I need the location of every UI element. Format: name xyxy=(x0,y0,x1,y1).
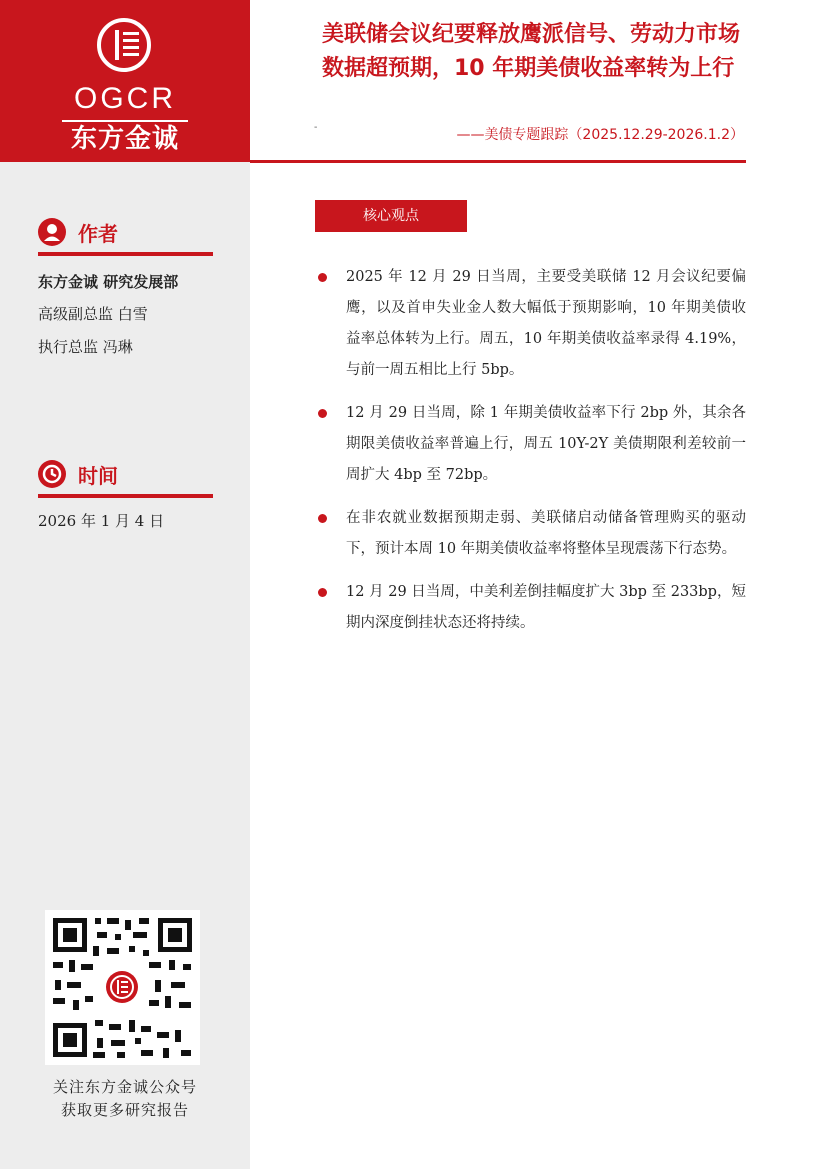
logo-block xyxy=(0,0,250,162)
core-view-tag: 核心观点 xyxy=(315,200,467,232)
person-icon xyxy=(38,218,66,246)
author-section-label: 作者 xyxy=(78,222,118,246)
clock-icon xyxy=(38,460,66,488)
time-section-header xyxy=(38,458,213,498)
list-item xyxy=(316,398,746,491)
point-text: 2025 年 12 月 29 日当周，主要受美联储 12 月会议纪要偏鹰，以及首申失业金人数大幅低于预期影响，10 年期美债收益率总体转为上行。周五，10 年期美债收益率录得 4.19%，与前一周五相比上行 5bp。 xyxy=(346,269,746,378)
core-points-list xyxy=(316,262,746,651)
author-name-1: 高级副总监 白雪 xyxy=(38,305,148,323)
report-subtitle: ——美债专题跟踪（2025.12.29-2026.1.2） xyxy=(456,127,744,143)
bullet-dot-icon xyxy=(318,514,327,523)
report-date: 2026 年 1 月 4 日 xyxy=(38,512,165,530)
qr-code-icon xyxy=(45,910,200,1065)
time-section-label: 时间 xyxy=(78,464,118,488)
list-item xyxy=(316,503,746,565)
point-text: 在非农就业数据预期走弱、美联储启动储备管理购买的驱动下，预计本周 10 年期美债收益率将整体呈现震荡下行态势。 xyxy=(346,510,746,557)
bullet-dot-icon xyxy=(318,409,327,418)
author-org: 东方金诚 研究发展部 xyxy=(38,273,179,291)
author-section-header xyxy=(38,216,213,256)
qr-caption-line-1: 关注东方金诚公众号 xyxy=(52,1078,197,1096)
header-divider xyxy=(250,160,746,163)
qr-caption-line-2: 获取更多研究报告 xyxy=(60,1101,189,1119)
point-text: 12 月 29 日当周，除 1 年期美债收益率下行 2bp 外，其余各期限美债收益率普遍上行，周五 10Y-2Y 美债期限利差较前一周扩大 4bp 至 72bp。 xyxy=(346,405,746,483)
bullet-dot-icon xyxy=(318,273,327,282)
point-text: 12 月 29 日当周，中美利差倒挂幅度扩大 3bp 至 233bp，短期内深度倒挂状态还将持续。 xyxy=(346,584,746,631)
list-item xyxy=(316,577,746,639)
author-name-2: 执行总监 冯琳 xyxy=(38,338,133,356)
sidebar xyxy=(0,0,250,1169)
logo-emblem-icon xyxy=(97,18,151,72)
list-item xyxy=(316,262,746,386)
dash-mark: - xyxy=(314,122,318,133)
report-title: 美联储会议纪要释放鹰派信号、劳动力市场数据超预期，10 年期美债收益率转为上行 xyxy=(322,22,741,81)
logo-text-cn: 东方金诚 xyxy=(70,124,179,154)
logo-text-en: OGCR xyxy=(74,82,176,115)
bullet-dot-icon xyxy=(318,588,327,597)
